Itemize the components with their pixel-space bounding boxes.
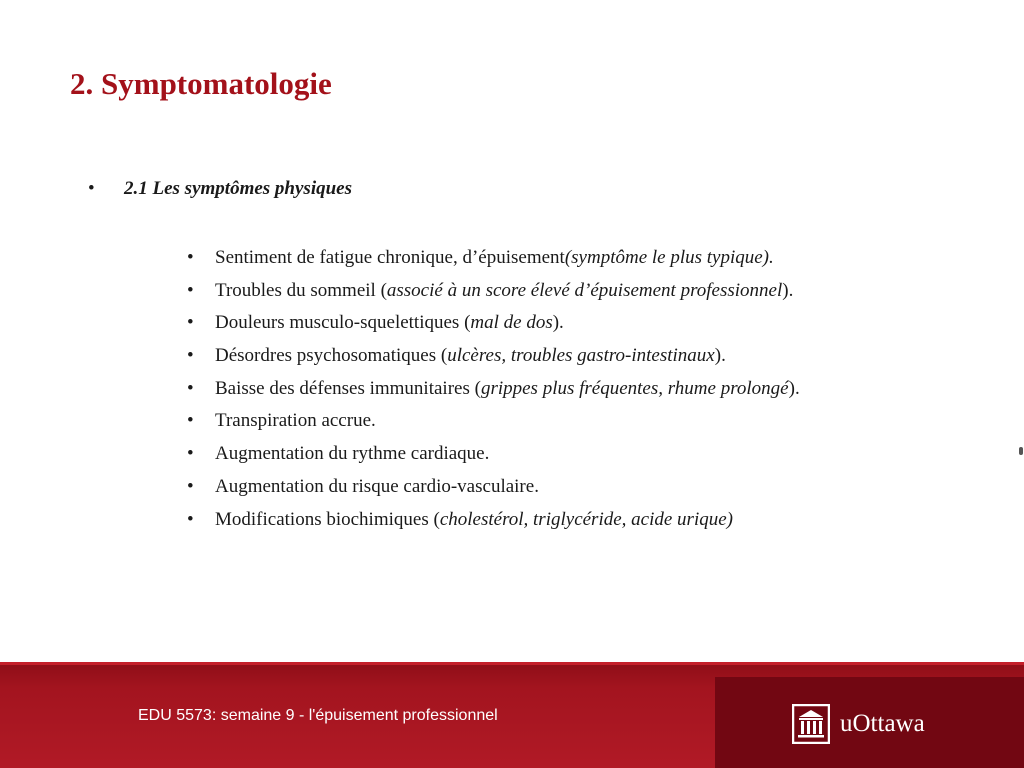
item-detail: grippes plus fréquentes, rhume prolongé — [480, 377, 789, 399]
list-item: • Douleurs musculo-squelettiques ( mal de dos ). — [187, 307, 800, 340]
list-item: • Augmentation du risque cardio-vasculaire. — [187, 471, 800, 504]
item-detail: (symptôme le plus typique). — [564, 247, 774, 268]
item-text: Augmentation du rythme cardiaque. — [215, 443, 490, 465]
footer-divider — [0, 662, 1024, 665]
university-building-icon — [792, 704, 830, 744]
section-heading — [88, 178, 352, 200]
footer-bar — [0, 662, 1024, 768]
list-item: • Modifications biochimiques ( cholestérol, triglycéride, acide urique) — [187, 504, 800, 537]
list-item: • Troubles du sommeil ( associé à un score élevé d’épuisement professionnel ). — [187, 275, 800, 308]
uottawa-logo — [792, 704, 925, 744]
stray-mark — [1019, 447, 1023, 455]
item-detail: ulcères, troubles gastro-intestinaux — [447, 345, 715, 367]
item-detail: cholestérol, triglycéride, acide urique) — [439, 508, 733, 530]
item-text: Désordres psychosomatiques ( — [215, 345, 448, 367]
item-text: Troubles du sommeil ( — [215, 279, 387, 301]
list-item: • Désordres psychosomatiques ( ulcères, troubles gastro-intestinaux ). — [187, 340, 800, 373]
item-detail: mal de dos — [470, 312, 553, 334]
list-item: • Baisse des défenses immunitaires ( grippes plus fréquentes, rhume prolongé ). — [187, 373, 800, 406]
list-item: • Transpiration accrue. — [187, 405, 800, 438]
footer-course-label: EDU 5573: semaine 9 - l'épuisement professionnel — [138, 707, 498, 724]
item-text: Baisse des défenses immunitaires ( — [215, 377, 481, 399]
item-text: Sentiment de fatigue chronique, d’épuisement — [215, 247, 565, 268]
slide-title: 2. Symptomatologie — [70, 66, 332, 101]
item-text: Augmentation du risque cardio-vasculaire. — [215, 475, 539, 497]
list-item: • Sentiment de fatigue chronique, d’épuisement (symptôme le plus typique). — [187, 242, 800, 275]
item-text: Douleurs musculo-squelettiques ( — [215, 312, 471, 334]
logo-wordmark: uOttawa — [840, 710, 925, 737]
section-label: 2.1 Les symptômes physiques — [124, 178, 352, 199]
symptom-list — [187, 242, 800, 536]
section-bullet: • — [88, 178, 95, 199]
list-item: • Augmentation du rythme cardiaque. — [187, 438, 800, 471]
item-text: Modifications biochimiques ( — [215, 508, 440, 530]
item-text: Transpiration accrue. — [215, 410, 376, 432]
item-detail: associé à un score élevé d’épuisement professionnel — [386, 279, 783, 301]
